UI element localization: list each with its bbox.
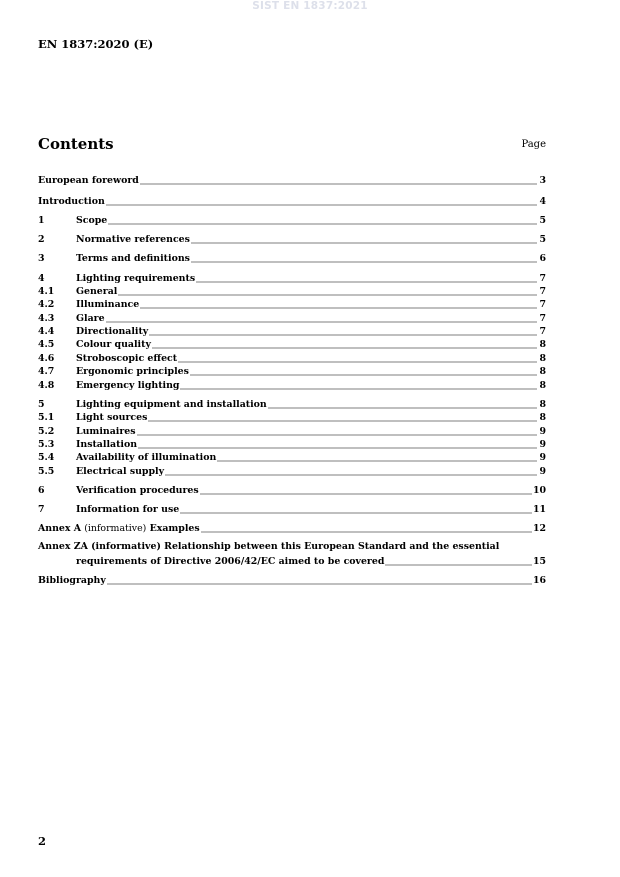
toc-entry-number: 4.3 [38,312,55,324]
toc-entry-number: 4.5 [38,339,55,351]
toc-entry-page: 7 [539,312,546,324]
annex-title-line2: requirements of Directive 2006/42/EC aimed to be covered [76,555,385,567]
toc-entry-number: 4.4 [38,326,55,338]
toc-entry-number: 4.2 [38,299,55,311]
toc-entry-title: Lighting requirements [76,272,196,284]
dot-leader [106,321,537,323]
dot-leader [140,307,537,309]
toc-entry-number: 5.1 [38,412,55,424]
toc-entry-annex-a[interactable] [38,522,546,535]
toc-entry-title: Directionality [76,326,149,338]
annex-label: Annex ZA [38,541,88,553]
toc-entry-page: 7 [539,272,546,284]
toc-entry-4-1[interactable] [38,285,546,298]
toc-entry-6[interactable] [38,484,546,497]
toc-entry-page: 6 [539,253,546,265]
toc-entry-page: 8 [539,352,546,364]
toc-entry-title [38,523,200,535]
contents-title: Contents [38,135,114,153]
dot-leader [191,261,537,263]
toc-entry-bibliography[interactable] [38,574,546,587]
toc-entry-title: Glare [76,312,105,324]
toc-entry-introduction[interactable] [38,194,546,207]
toc-entry-page: 15 [532,555,546,567]
toc-entry-number: 4.1 [38,285,55,297]
toc-entry-4-8[interactable] [38,378,546,391]
dot-leader [217,460,537,462]
toc-entry-title: Verification procedures [76,484,199,496]
toc-entry-number: 2 [38,234,45,246]
toc-entry-page: 16 [532,575,546,587]
toc-entry-number: 4.7 [38,366,55,378]
toc-entry-4-4[interactable] [38,325,546,338]
toc-entry-title: Stroboscopic effect [76,352,178,364]
dot-leader [107,583,532,585]
toc-entry-page: 8 [539,398,546,410]
toc-entry-title: Lighting equipment and installation [76,398,267,410]
watermark: SIST EN 1837:2021 [252,0,368,12]
toc-entry-page: 10 [532,484,546,496]
toc-entry-title: Terms and definitions [76,253,190,265]
toc-entry-title: Light sources [76,412,148,424]
toc-entry-7[interactable] [38,503,546,516]
toc-entry-page: 4 [539,195,546,207]
toc-entry-4-3[interactable] [38,311,546,324]
dot-leader [148,420,537,422]
toc-entry-page: 9 [539,452,546,464]
annex-title-line1: Relationship between this European Standard and the essential [164,541,500,553]
toc-entry-number: 6 [38,484,45,496]
toc-entry-title: Installation [76,439,138,451]
toc-entry-1[interactable] [38,214,546,227]
dot-leader [191,242,537,244]
dot-leader [118,294,537,296]
toc-entry-title: Luminaires [76,425,136,437]
annex-title: Examples [149,523,200,535]
toc-entry-title: General [76,285,118,297]
dot-leader [137,434,537,436]
toc-entry-4-2[interactable] [38,298,546,311]
toc-entry-page: 5 [539,234,546,246]
toc-entry-page: 9 [539,425,546,437]
toc-entry-title: Illuminance [76,299,140,311]
annex-label: Annex A [38,523,81,535]
toc-entry-title: Bibliography [38,575,106,587]
toc-entry-4-6[interactable] [38,351,546,364]
toc-entry-page: 12 [532,523,546,535]
toc-entry-page: 3 [539,175,546,187]
toc-entry-title: Ergonomic principles [76,366,189,378]
toc-entry-5-3[interactable] [38,438,546,451]
toc-entry-5-1[interactable] [38,411,546,424]
toc-entry-5[interactable] [38,397,546,410]
toc-entry-title: Electrical supply [76,465,165,477]
toc-entry-title: Normative references [76,234,190,246]
dot-leader [180,388,537,390]
page-column-label: Page [521,139,546,150]
standard-header: EN 1837:2020 (E) [38,37,154,51]
toc-entry-page: 9 [539,439,546,451]
toc-entry-number: 7 [38,504,45,516]
dot-leader [268,407,537,409]
toc-entry-number: 5 [38,398,45,410]
toc-entry-page: 8 [539,412,546,424]
toc-entry-5-2[interactable] [38,424,546,437]
toc-entry-page: 8 [539,366,546,378]
annex-za-line2 [38,555,546,568]
toc-entry-number: 3 [38,253,45,265]
toc-entry-number: 1 [38,214,45,226]
dot-leader [165,474,537,476]
dot-leader [106,204,537,206]
dot-leader [201,531,532,533]
toc-entry-title: Information for use [76,504,180,516]
toc-entry-number: 4.8 [38,379,55,391]
dot-leader [180,512,532,514]
toc-entry-number: 5.2 [38,425,55,437]
dot-leader [196,281,537,283]
toc-entry-title: Colour quality [76,339,151,351]
dot-leader [138,447,537,449]
toc-entry-5-4[interactable] [38,451,546,464]
toc-entry-page: 8 [539,379,546,391]
toc-entry-page: 7 [539,326,546,338]
dot-leader [108,223,537,225]
toc-entry-page: 9 [539,465,546,477]
toc-entry-number: 4.6 [38,352,55,364]
dot-leader [200,493,532,495]
toc-entry-title: Availability of illumination [76,452,217,464]
annex-za-line1 [38,541,546,554]
toc-entry-title: Emergency lighting [76,379,180,391]
toc-entry-number: 4 [38,272,45,284]
dot-leader [149,334,537,336]
annex-type: (informative) [91,541,161,553]
dot-leader [385,564,532,566]
dot-leader [178,361,537,363]
toc-entry-4-7[interactable] [38,365,546,378]
annex-za-content [38,541,546,568]
toc-entry-number: 5.4 [38,452,55,464]
toc-entry-page: 5 [539,214,546,226]
toc-entry-5-5[interactable] [38,464,546,477]
toc-entry-title: Scope [76,214,108,226]
dot-leader [152,347,537,349]
table-of-contents [38,174,546,587]
toc-entry-title: Introduction [38,195,105,207]
toc-entry-annex-za[interactable] [38,541,546,568]
toc-entry-title: European foreword [38,175,139,187]
toc-entry-3[interactable] [38,252,546,265]
dot-leader [190,374,537,376]
toc-entry-2[interactable] [38,233,546,246]
toc-entry-european-foreword[interactable] [38,174,546,187]
toc-entry-page: 7 [539,299,546,311]
toc-entry-page: 11 [532,504,546,516]
toc-entry-page: 7 [539,285,546,297]
annex-type: (informative) [84,523,147,535]
page-number: 2 [38,834,47,848]
toc-entry-number: 5.3 [38,439,55,451]
toc-entry-4[interactable] [38,271,546,284]
toc-entry-page: 8 [539,339,546,351]
toc-entry-4-5[interactable] [38,338,546,351]
dot-leader [140,183,537,185]
toc-entry-number: 5.5 [38,465,55,477]
